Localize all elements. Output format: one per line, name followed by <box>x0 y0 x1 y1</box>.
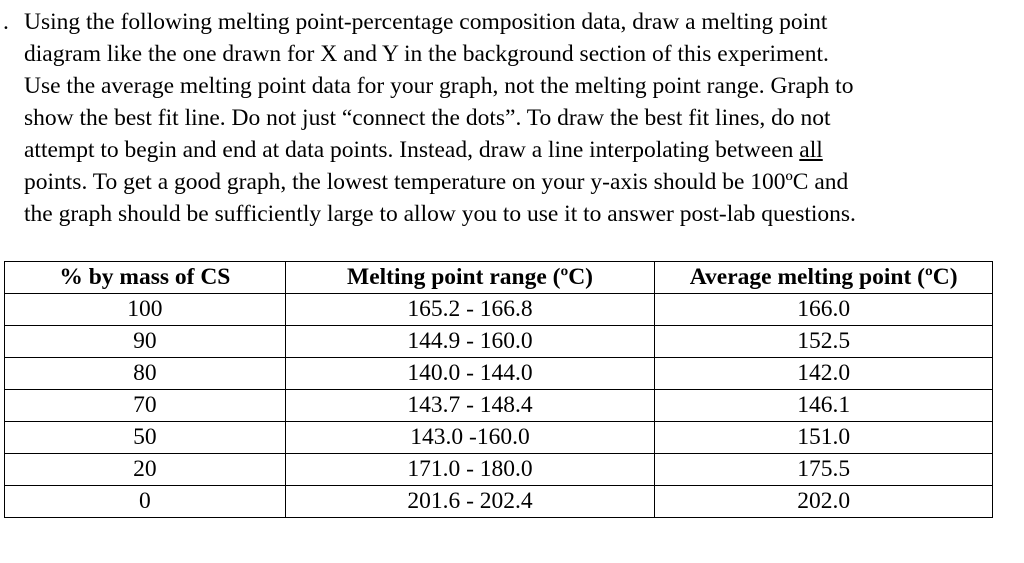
cell-percent: 20 <box>5 454 286 486</box>
header-melting-point-range: Melting point range (ºC) <box>285 262 655 294</box>
instruction-line-6: points. To get a good graph, the lowest temperature on your y-axis should be 100ºC and <box>24 169 849 195</box>
instruction-line-2: diagram like the one drawn for X and Y in the background section of this experiment. <box>24 41 829 67</box>
instruction-line-3: Use the average melting point data for your graph, not the melting point range. Graph to <box>24 73 854 99</box>
table-row <box>5 454 993 486</box>
cell-percent: 80 <box>5 358 286 390</box>
instruction-line-5 <box>24 134 1014 166</box>
cell-percent: 90 <box>5 326 286 358</box>
cell-average: 175.5 <box>655 454 993 486</box>
cell-range: 165.2 - 166.8 <box>285 294 655 326</box>
cell-percent: 0 <box>5 486 286 518</box>
cell-average: 202.0 <box>655 486 993 518</box>
table-row <box>5 358 993 390</box>
cell-average: 146.1 <box>655 390 993 422</box>
cell-range: 143.0 -160.0 <box>285 422 655 454</box>
cell-range: 143.7 - 148.4 <box>285 390 655 422</box>
cell-average: 151.0 <box>655 422 993 454</box>
cell-range: 201.6 - 202.4 <box>285 486 655 518</box>
cell-range: 171.0 - 180.0 <box>285 454 655 486</box>
cell-range: 144.9 - 160.0 <box>285 326 655 358</box>
instructions-paragraph <box>3 6 1014 230</box>
table-row <box>5 390 993 422</box>
instruction-line-1: Using the following melting point-percentage composition data, draw a melting point <box>24 9 828 35</box>
instruction-line-5-text: attempt to begin and end at data points. Instead, draw a line interpolating between <box>24 137 800 163</box>
instruction-line-7: the graph should be sufficiently large to allow you to use it to answer post-lab questions. <box>24 201 856 227</box>
list-bullet: . <box>3 9 9 35</box>
header-average-melting-point: Average melting point (ºC) <box>655 262 993 294</box>
underlined-word-all: all <box>799 137 823 163</box>
cell-range: 140.0 - 144.0 <box>285 358 655 390</box>
table-row <box>5 294 993 326</box>
table-header-row <box>5 262 993 294</box>
cell-average: 142.0 <box>655 358 993 390</box>
table-row <box>5 486 993 518</box>
cell-percent: 100 <box>5 294 286 326</box>
table-row <box>5 422 993 454</box>
cell-average: 166.0 <box>655 294 993 326</box>
cell-percent: 70 <box>5 390 286 422</box>
melting-point-table <box>4 261 993 518</box>
cell-percent: 50 <box>5 422 286 454</box>
instruction-line-4: show the best fit line. Do not just “connect the dots”. To draw the best fit lines, do not <box>24 105 831 131</box>
table-row <box>5 326 993 358</box>
cell-average: 152.5 <box>655 326 993 358</box>
header-percent-by-mass: % by mass of CS <box>5 262 286 294</box>
